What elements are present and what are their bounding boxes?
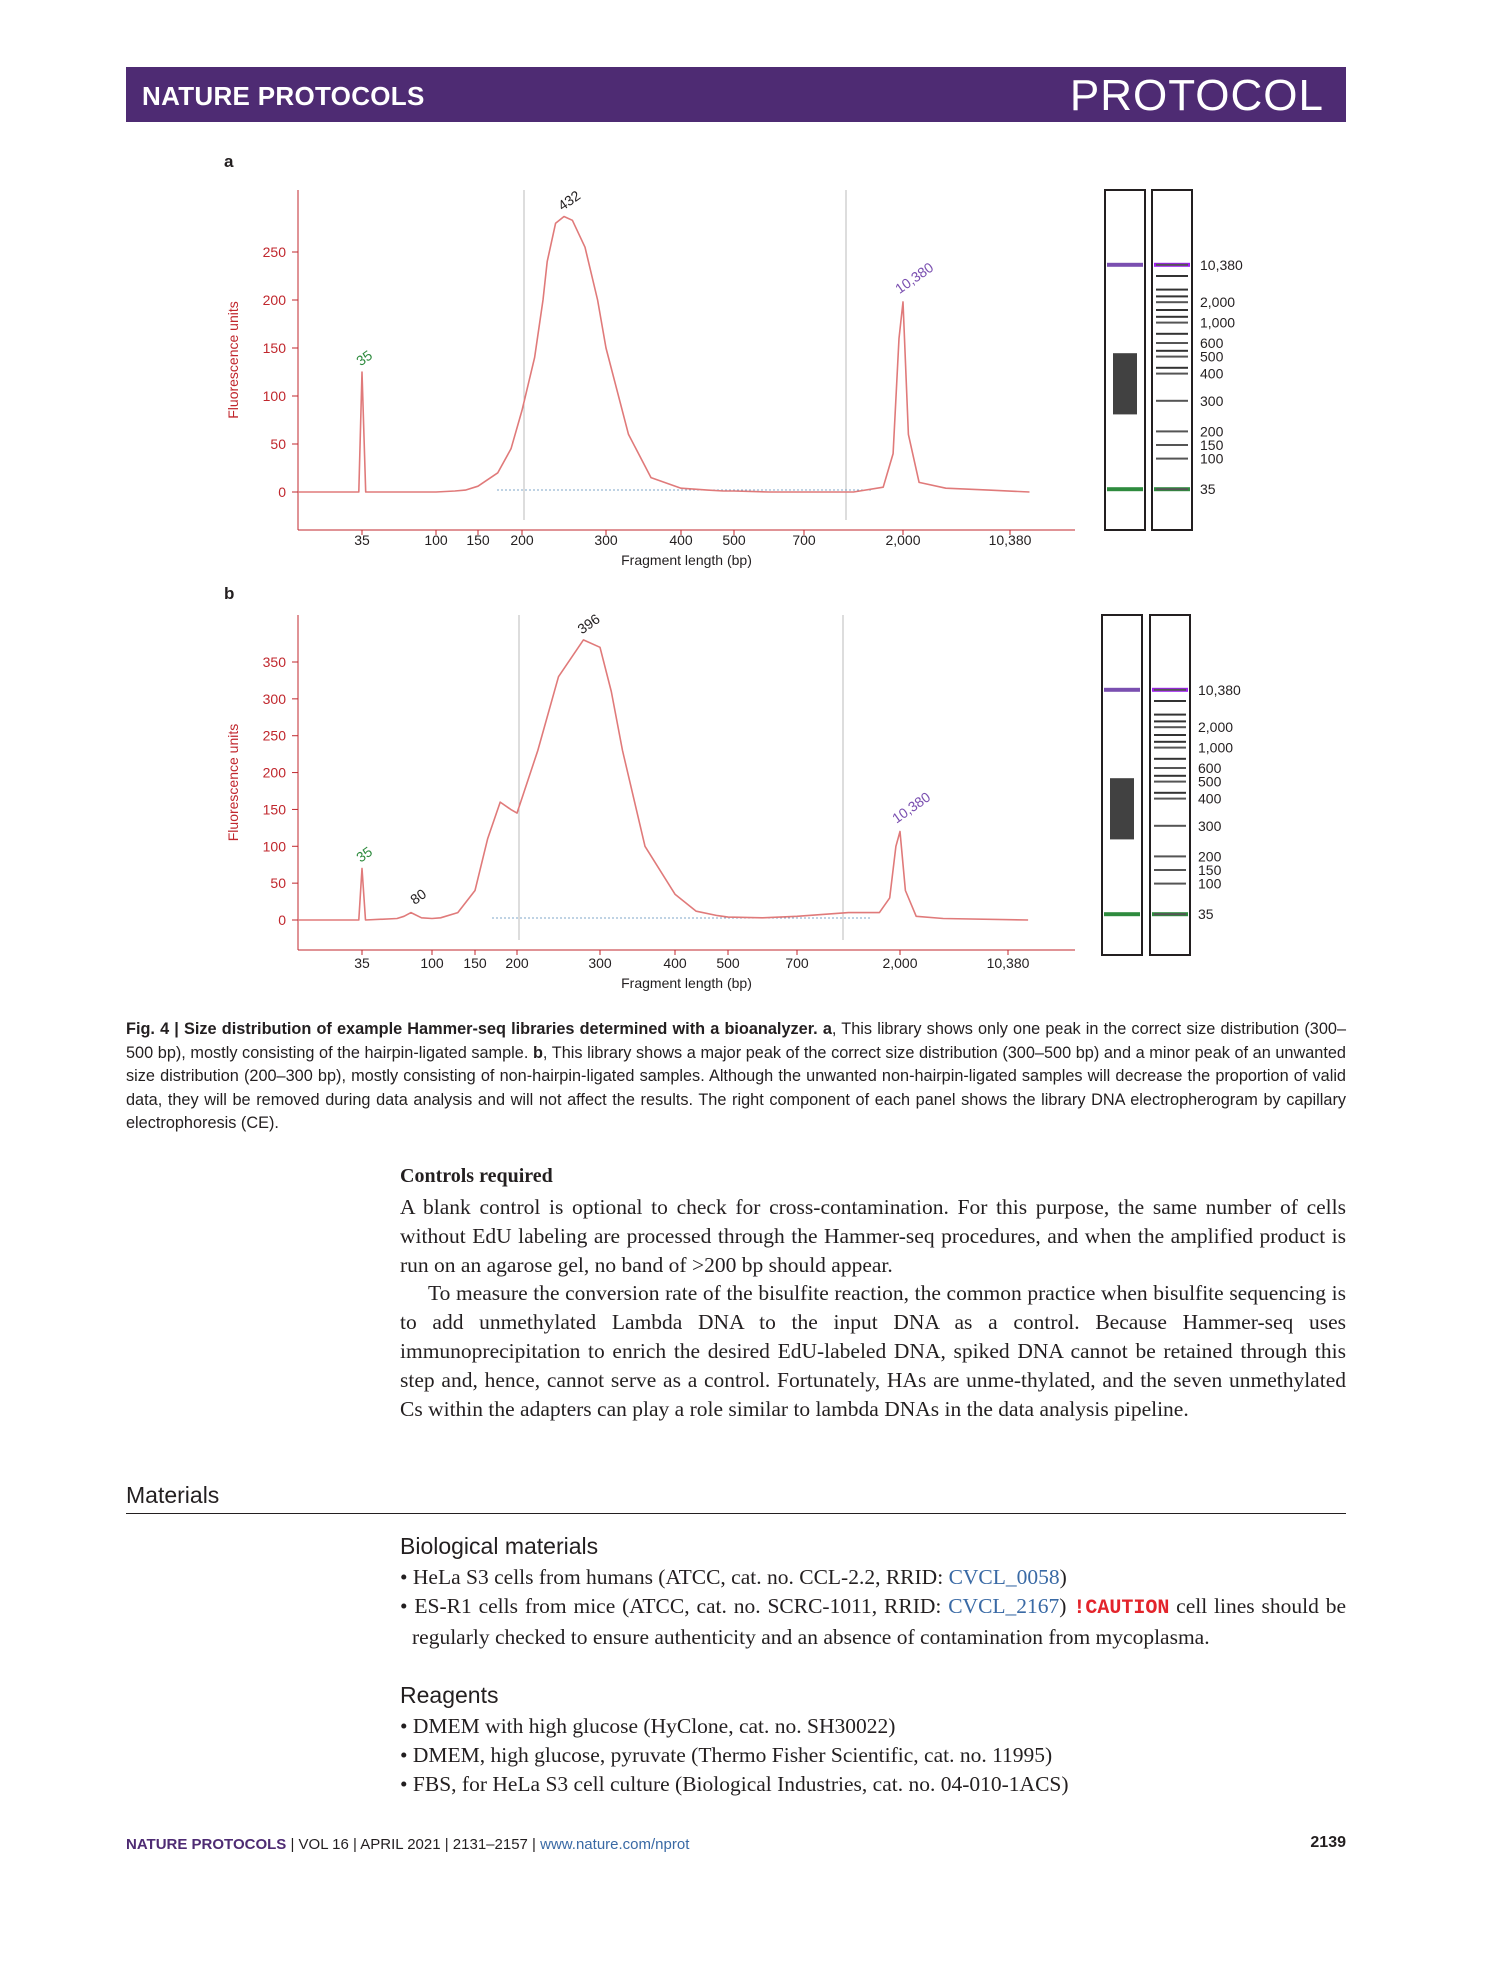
x-axis-label: Fragment length (bp)	[621, 552, 752, 568]
x-tick-label: 100	[424, 532, 448, 548]
ladder-band	[1156, 458, 1188, 460]
rrid-link[interactable]: CVCL_0058	[948, 1565, 1060, 1589]
peak-label: 35	[353, 843, 376, 866]
caption-figure-label: Fig. 4 | Size distribution of example Hammer-seq libraries determined with a bioanalyzer.	[126, 1020, 818, 1038]
ladder-size-label: 35	[1200, 481, 1216, 498]
ladder-band	[1154, 825, 1186, 827]
list-item: • DMEM with high glucose (HyClone, cat. no. SH30022)	[400, 1714, 896, 1738]
caption-a-letter: a	[822, 1020, 832, 1038]
x-tick-label: 500	[716, 955, 740, 971]
panel-a-letter: a	[224, 152, 234, 171]
ladder-size-label: 400	[1200, 365, 1224, 382]
ladder-band	[1154, 798, 1186, 800]
electropherogram-trace	[298, 640, 1028, 920]
peak-label: 10,380	[892, 258, 937, 297]
ladder-band	[1156, 430, 1188, 432]
x-tick-label: 400	[663, 955, 687, 971]
reagents-heading: Reagents	[400, 1682, 499, 1708]
biological-materials-list	[400, 1563, 1346, 1652]
x-tick-label: 10,380	[988, 532, 1032, 548]
ladder-band	[1156, 333, 1188, 335]
list-item: • DMEM, high glucose, pyruvate (Thermo Fisher Scientific, cat. no. 11995)	[400, 1743, 1053, 1767]
ladder-size-label: 200	[1200, 423, 1224, 440]
ladder-band	[1154, 726, 1186, 728]
ladder-band	[1156, 309, 1188, 311]
ladder-band	[1154, 913, 1186, 915]
ladder-size-label: 150	[1198, 862, 1222, 878]
ladder-size-label: 600	[1200, 335, 1224, 351]
y-tick-label: 150	[262, 340, 286, 356]
ladder-size-label: 400	[1198, 790, 1222, 807]
x-tick-label: 300	[594, 532, 618, 548]
ladder-band	[1156, 275, 1188, 277]
x-tick-label: 400	[669, 532, 693, 548]
y-tick-label: 250	[262, 727, 286, 744]
footer-citation	[126, 1836, 689, 1853]
figure-caption	[126, 1018, 1346, 1136]
controls-heading: Controls required	[400, 1165, 553, 1187]
ladder-size-label: 1,000	[1200, 314, 1236, 331]
x-tick-label: 150	[466, 532, 490, 548]
ladder-band	[1156, 264, 1188, 266]
electropherogram-trace	[298, 217, 1030, 493]
ladder-size-label: 300	[1198, 817, 1222, 834]
ladder-band	[1154, 714, 1186, 716]
x-tick-label: 10,380	[986, 955, 1030, 971]
ladder-size-label: 10,380	[1198, 681, 1241, 698]
y-tick-label: 0	[278, 484, 286, 500]
upper-marker-band	[1107, 263, 1143, 267]
ladder-band	[1154, 883, 1186, 885]
ladder-band	[1154, 734, 1186, 736]
list-item: • ES-R1 cells from mice (ATCC, cat. no. SCRC-1011, RRID: CVCL_2167) !CAUTION cell lines should be regularly checked to ensure authenticity and an absence of contamination from mycoplasma.	[400, 1594, 1346, 1649]
materials-divider	[126, 1513, 1346, 1514]
ladder-band	[1154, 775, 1186, 777]
ladder-band	[1156, 488, 1188, 490]
x-tick-label: 700	[785, 955, 809, 971]
x-tick-label: 200	[510, 532, 534, 548]
materials-heading: Materials	[126, 1482, 220, 1508]
ladder-size-label: 35	[1198, 906, 1214, 923]
y-tick-label: 200	[262, 764, 286, 781]
x-tick-label: 700	[792, 532, 816, 548]
panel-b-letter: b	[224, 584, 235, 603]
caution-label: !CAUTION	[1073, 1597, 1170, 1620]
y-axis-label: Fluorescence units	[225, 723, 241, 842]
ladder-size-label: 2,000	[1200, 294, 1236, 311]
footer-url-link[interactable]: www.nature.com/nprot	[540, 1836, 690, 1853]
ladder-size-label: 500	[1200, 348, 1224, 365]
ladder-band	[1156, 444, 1188, 446]
ladder-size-label: 10,380	[1200, 256, 1243, 273]
reagents-list	[400, 1712, 1346, 1799]
section-label: PROTOCOL	[1069, 71, 1324, 120]
lower-marker-band	[1107, 487, 1143, 491]
ladder-band	[1154, 869, 1186, 871]
footer-brand: NATURE PROTOCOLS	[126, 1836, 287, 1853]
ladder-band	[1154, 720, 1186, 722]
x-tick-label: 500	[722, 532, 746, 548]
y-tick-label: 100	[262, 838, 286, 855]
ladder-band	[1154, 781, 1186, 783]
y-tick-label: 350	[262, 654, 286, 670]
x-axis-label: Fragment length (bp)	[621, 975, 752, 991]
x-tick-label: 35	[354, 532, 370, 548]
caption-a-text: , This library shows only one peak in the correct size distribution (300–500 bp), mostly consisting of the hairpin-ligated sample.	[126, 1020, 1346, 1062]
caption-b-letter: b	[532, 1043, 543, 1062]
peak-label: 10,380	[889, 788, 934, 827]
y-tick-label: 250	[262, 244, 286, 260]
sample-smear-band	[1110, 778, 1134, 839]
list-item: • FBS, for HeLa S3 cell culture (Biological Industries, cat. no. 04-010-1ACS)	[400, 1772, 1069, 1796]
ladder-size-label: 150	[1200, 437, 1224, 453]
peak-label: 432	[554, 187, 584, 214]
ladder-band	[1156, 367, 1188, 369]
y-tick-label: 200	[262, 292, 286, 308]
ladder-size-label: 300	[1200, 392, 1224, 409]
y-tick-label: 50	[270, 875, 286, 892]
ladder-band	[1156, 350, 1188, 352]
peak-label: 396	[574, 610, 603, 638]
ladder-band	[1156, 295, 1188, 297]
x-tick-label: 2,000	[882, 955, 918, 971]
list-item: • HeLa S3 cells from humans (ATCC, cat. no. CCL-2.2, RRID: CVCL_0058)	[400, 1565, 1067, 1589]
ladder-band	[1154, 741, 1186, 743]
ladder-band	[1154, 792, 1186, 794]
y-tick-label: 150	[262, 801, 286, 818]
x-tick-label: 300	[588, 955, 612, 971]
peak-label: 35	[353, 346, 376, 369]
ladder-size-label: 200	[1198, 848, 1222, 865]
controls-paragraph-2: To measure the conversion rate of the bisulfite reaction, the common practice when bisulfite sequencing is to add unmethylated Lambda DNA to the input DNA as a control. Because Hammer-seq uses immunoprecipitation to enrich the desired EdU-labeled DNA, spiked DNA cannot be retained through this step and, hence, cannot serve as a control. Fortunately, HAs are unme-thylated, and the seven unmethylated Cs within the adapters can play a role similar to lambda DNAs in the data analysis pipeline.	[400, 1281, 1346, 1421]
bio-item-end: )	[1059, 1565, 1067, 1589]
ladder-size-label: 100	[1198, 875, 1222, 892]
caption-b-text: , This library shows a major peak of the correct size distribution (300–500 bp) and a minor peak of an unwanted size distribution (200–300 bp), mostly consisting of non-hairpin-ligated samples. Although the unwanted non-hairpin-ligated samples will decrease the proportion of valid data, they will be removed during data analysis and will not affect the results. The right component of each panel shows the library DNA electropherogram by capillary electrophoresis (CE).	[126, 1043, 1346, 1132]
rrid-link[interactable]: CVCL_2167	[948, 1594, 1060, 1618]
ladder-band	[1156, 356, 1188, 358]
ladder-band	[1154, 855, 1186, 857]
y-tick-label: 50	[270, 436, 286, 452]
y-axis-label: Fluorescence units	[225, 301, 241, 419]
bio-item-mid: )	[1059, 1594, 1074, 1618]
footer-citation-text: | VOL 16 | APRIL 2021 | 2131–2157 |	[286, 1836, 541, 1853]
x-tick-label: 100	[420, 955, 444, 971]
ladder-band	[1154, 689, 1186, 691]
peak-label: 80	[407, 885, 430, 908]
ladder-size-label: 2,000	[1198, 719, 1234, 736]
reagent-text: DMEM, high glucose, pyruvate (Thermo Fisher Scientific, cat. no. 11995)	[412, 1743, 1053, 1767]
ladder-band	[1156, 322, 1188, 324]
x-tick-label: 2,000	[885, 532, 921, 548]
ladder-band	[1156, 301, 1188, 303]
x-tick-label: 150	[463, 955, 487, 971]
controls-paragraph-1: A blank control is optional to check for cross-contamination. For this purpose, the same number of cells without EdU labeling are processed through the Hammer-seq procedures, and when the amplified product is run on an agarose gel, no band of >200 bp should appear.	[400, 1195, 1346, 1277]
upper-marker-band	[1104, 688, 1140, 692]
ladder-size-label: 600	[1198, 760, 1222, 776]
bio-item-end: cell lines should be regularly checked to ensure authenticity and an absence of contamination from mycoplasma.	[412, 1594, 1346, 1649]
y-tick-label: 300	[262, 690, 286, 707]
reagent-text: DMEM with high glucose (HyClone, cat. no. SH30022)	[412, 1714, 896, 1738]
biological-materials-heading: Biological materials	[400, 1533, 599, 1559]
bio-item-text: ES-R1 cells from mice (ATCC, cat. no. SCRC-1011, RRID:	[414, 1594, 949, 1618]
ladder-band	[1156, 373, 1188, 375]
ladder-lane	[1150, 615, 1190, 955]
ladder-band	[1156, 342, 1188, 344]
ladder-size-label: 100	[1200, 450, 1224, 467]
bio-item-text: HeLa S3 cells from humans (ATCC, cat. no. CCL-2.2, RRID:	[412, 1565, 949, 1589]
reagent-text: FBS, for HeLa S3 cell culture (Biological Industries, cat. no. 04-010-1ACS)	[412, 1772, 1069, 1796]
ladder-band	[1154, 758, 1186, 760]
page-number: 2139	[1310, 1834, 1346, 1851]
x-tick-label: 35	[354, 955, 370, 971]
lower-marker-band	[1104, 912, 1140, 916]
journal-name: NATURE PROTOCOLS	[142, 81, 425, 111]
sample-smear-band	[1113, 353, 1137, 414]
ladder-band	[1156, 400, 1188, 402]
ladder-band	[1154, 700, 1186, 702]
y-tick-label: 100	[262, 388, 286, 404]
ladder-band	[1154, 747, 1186, 749]
ladder-size-label: 500	[1198, 773, 1222, 790]
y-tick-label: 0	[278, 912, 286, 928]
ladder-band	[1156, 316, 1188, 318]
ladder-band	[1156, 289, 1188, 291]
ladder-band	[1154, 767, 1186, 769]
ladder-size-label: 1,000	[1198, 739, 1234, 756]
x-tick-label: 200	[505, 955, 529, 971]
ladder-lane	[1152, 190, 1192, 530]
